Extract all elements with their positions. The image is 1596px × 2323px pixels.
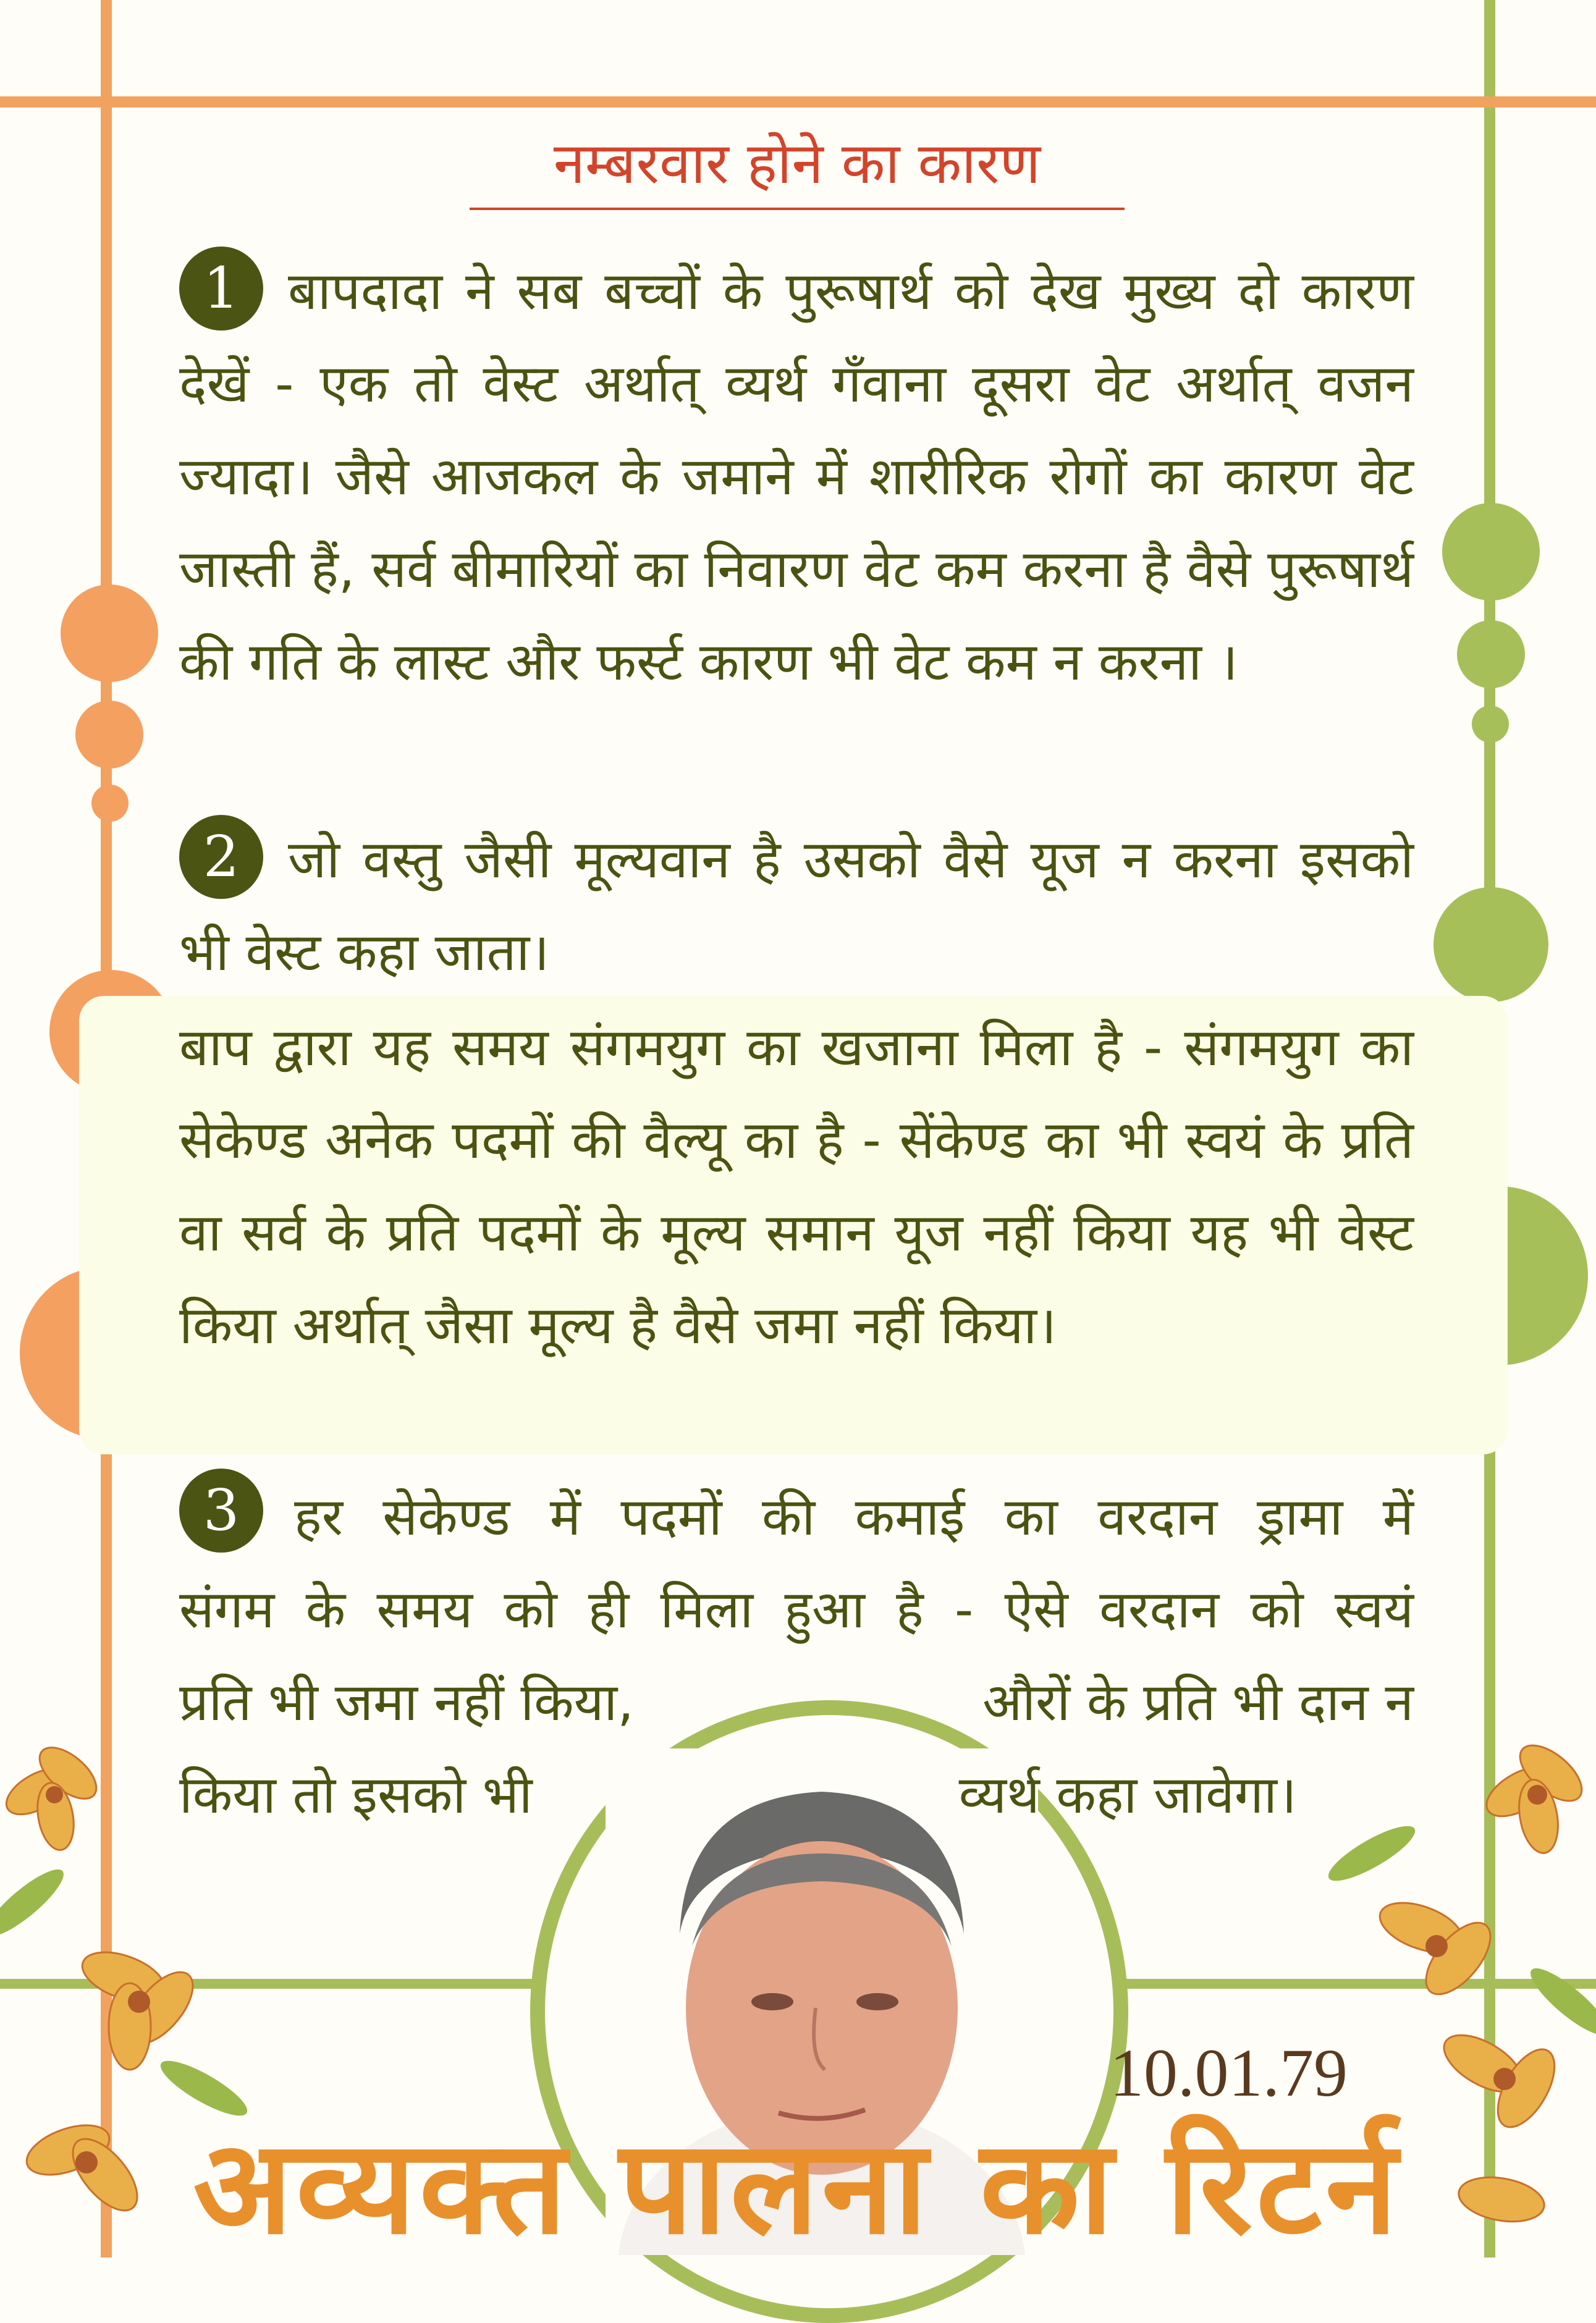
- highlight-text: बाप द्वारा यह समय संगमयुग का खजाना मिला है - संगमयुग का सेकेण्ड अनेक पदमों की वैल्यू का है - सेंकेण्ड का भी स्वयं के प्रति वा सर्व के प्रति पदमों के मूल्य समान यूज नहीं किया यह भी वेस्ट किया अर्थात् जैसा मूल्य है वैसे जमा नहीं किया।: [179, 1017, 1414, 1355]
- point-3-line-2: संगम के समय को ही मिला हुआ है - ऐसे वरदान को स्वयं: [179, 1579, 1414, 1640]
- footer-title: अव्यक्त पालना का रिटर्न: [193, 2110, 1401, 2263]
- decor-circle-green-1: [1442, 503, 1540, 601]
- decor-circle-green-2: [1457, 620, 1525, 688]
- decor-circle-orange-1: [61, 584, 158, 682]
- number-badge-1: 1: [179, 247, 263, 331]
- decor-circle-orange-2: [75, 701, 143, 769]
- point-2-text: जो वस्तु जैसी मूल्यवान है उसको वैसे यूज न करना इसको भी वेस्ट कहा जाता।: [179, 829, 1414, 982]
- decor-circle-green-3: [1472, 706, 1509, 743]
- point-2: [179, 813, 1414, 998]
- point-3-line-4: किया तो इसको भी व्यर्थ कहा जावेगा।: [179, 1764, 1297, 1825]
- number-badge-2: 2: [179, 815, 263, 899]
- decor-circle-green-4: [1433, 887, 1548, 1002]
- page-title: नम्बरवार होने का कारण: [470, 124, 1125, 210]
- top-frame-line: [0, 96, 1596, 108]
- point-1-text: बापदादा ने सब बच्चों के पुरूषार्थ को देख मुख्य दो कारण देखें - एक तो वेस्ट अर्थात् व्यर्थ गँवाना दूसरा वेट अर्थात् वजन ज्यादा। जैसे आजकल के जमाने में शारीरिक रोगों का कारण वेट जास्ती हैं, सर्व बीमारियों का निवारण वेट कम करना है वैसे पुरूषार्थ की गति के लास्ट और फर्स्ट कारण भी वेट कम न करना ।: [179, 261, 1414, 692]
- date-label: 10.01.79: [1110, 2035, 1348, 2110]
- decor-circle-orange-3: [91, 785, 129, 822]
- point-3-line-3: प्रति भी जमा नहीं किया, औरों के प्रति भी दान न: [179, 1672, 1414, 1732]
- point-3: [179, 1470, 1414, 1841]
- point-3-line-1: 3 हर सेकेण्ड में पदमों की कमाई का वरदान ड्रामा में: [179, 1470, 1414, 1563]
- number-badge-3: 3: [179, 1469, 263, 1553]
- point-1: [179, 245, 1414, 708]
